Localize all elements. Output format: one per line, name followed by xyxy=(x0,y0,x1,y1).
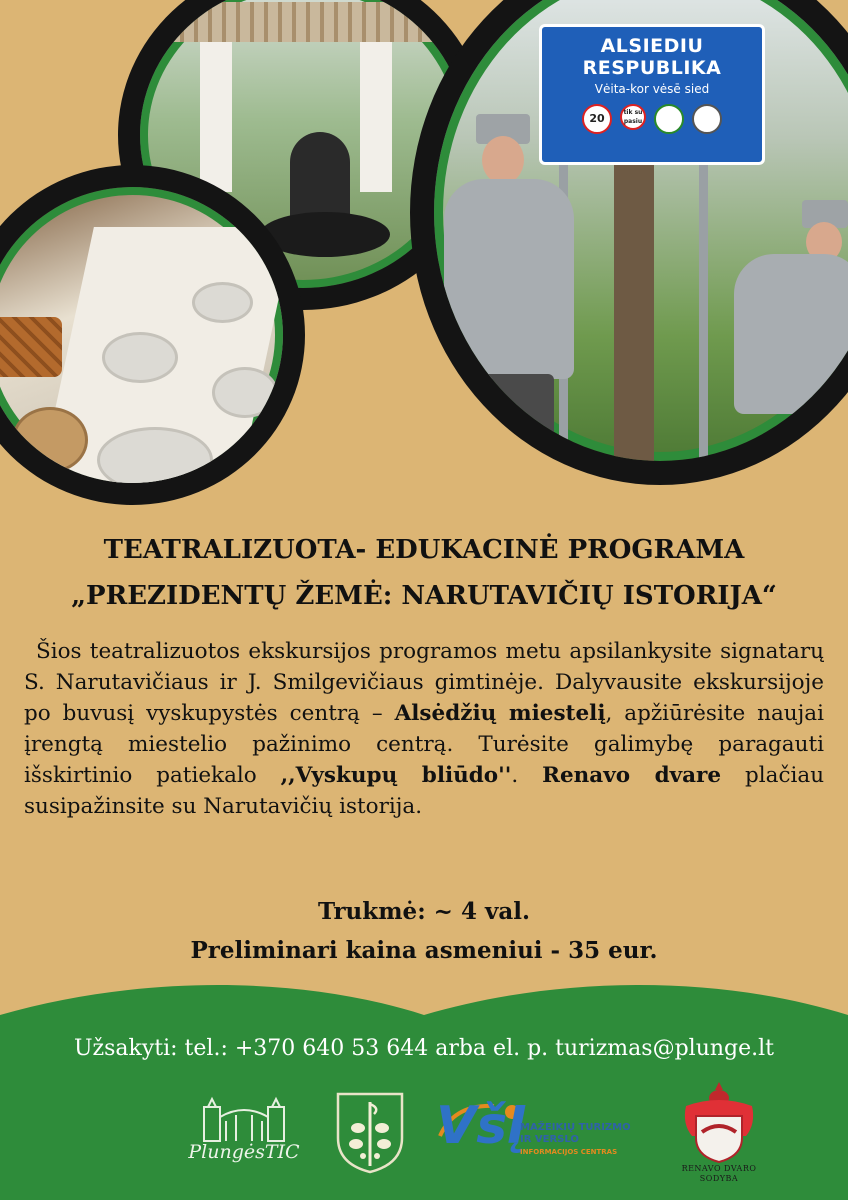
pergola-pillar xyxy=(360,42,392,192)
program-subtitle: „PREZIDENTŲ ŽEMĖ: NARUTAVIČIŲ ISTORIJA“ xyxy=(71,581,777,611)
costumed-person xyxy=(444,179,574,379)
coat-of-arms-logo xyxy=(336,1092,404,1174)
duration: Trukmė: ~ 4 val. xyxy=(318,898,530,925)
pergola-pillar xyxy=(200,42,232,192)
trousers xyxy=(474,374,554,474)
costumed-person xyxy=(734,254,848,414)
bowl xyxy=(102,332,178,383)
program-title: TEATRALIZUOTA- EDUKACINĖ PROGRAMA xyxy=(103,535,745,565)
description-paragraph xyxy=(24,636,824,822)
face xyxy=(482,136,524,184)
sign-pole xyxy=(699,154,708,484)
plunge-tic-logo xyxy=(186,1095,302,1165)
cookies xyxy=(0,317,62,377)
renavo-manor-logo xyxy=(676,1080,762,1190)
republic-sign xyxy=(539,24,765,165)
renavo-crest-icon xyxy=(676,1080,762,1164)
plunge-tic-text: PlungėsTIC xyxy=(188,1141,300,1163)
vsi-text xyxy=(520,1122,631,1158)
description-text: Šios teatralizuotos ekskursijos programos metu apsilankysite signatarų S. Narutavičiaus ir J. Smilgevičiaus gimtinėje. Dalyvausite ekskursijoje po buvusį vyskupystės centrą – xyxy=(24,639,824,726)
description-text: , apžiūrėsite naujai įrengtą miestelio pažinimo centrą. Turėsite galimybę paragauti išskirtinio patiekalo xyxy=(24,701,824,788)
description-text: plačiau susipažinsite su Narutavičių istorija. xyxy=(24,763,825,819)
coat-icon xyxy=(654,104,684,134)
pergola-roof xyxy=(170,2,450,42)
tree-trunk xyxy=(614,154,654,485)
passport-icon: tik su pasiu xyxy=(620,104,646,130)
dog-icon xyxy=(692,104,722,134)
photo-republic-sign xyxy=(410,0,848,485)
plate xyxy=(212,367,278,418)
price: Preliminari kaina asmeniui - 35 eur. xyxy=(190,937,658,964)
renavo-line: SODYBA xyxy=(699,1174,739,1183)
vsi-mazeikiai-logo xyxy=(436,1096,646,1166)
contact-info: Užsakyti: tel.: +370 640 53 644 arba el. p. turizmas@plunge.lt xyxy=(73,1036,775,1061)
speed-limit-icon: 20 xyxy=(582,104,612,134)
vsi-line: IR VERSLO xyxy=(520,1134,579,1145)
coat-of-arms-icon xyxy=(336,1092,404,1174)
cutting-board xyxy=(12,407,88,473)
sign-icons xyxy=(542,104,762,134)
description-highlight-dish: ,,Vyskupų bliūdo'' xyxy=(280,763,512,788)
plate xyxy=(192,282,253,323)
vsi-line: MAŽEIKIŲ TURIZMO xyxy=(520,1122,631,1133)
renavo-line: RENAVO DVARO xyxy=(681,1164,757,1173)
sign-text-1: ALSIEDIU xyxy=(600,35,704,57)
sign-text-3: Vėita-kor vėsē sied xyxy=(594,82,710,96)
description-text: . xyxy=(511,763,543,788)
program-description xyxy=(24,636,824,822)
sign-text-2: RESPUBLIKA xyxy=(582,57,722,79)
renavo-text xyxy=(676,1164,762,1184)
plate xyxy=(97,427,213,493)
vsi-mark: VšĮ xyxy=(436,1096,527,1156)
manor-gate-icon xyxy=(186,1095,302,1145)
description-highlight-town: Alsėdžių miestelį xyxy=(394,701,606,726)
description-highlight-manor: Renavo dvare xyxy=(542,763,722,788)
vsi-line: INFORMACIJOS CENTRAS xyxy=(520,1148,618,1156)
